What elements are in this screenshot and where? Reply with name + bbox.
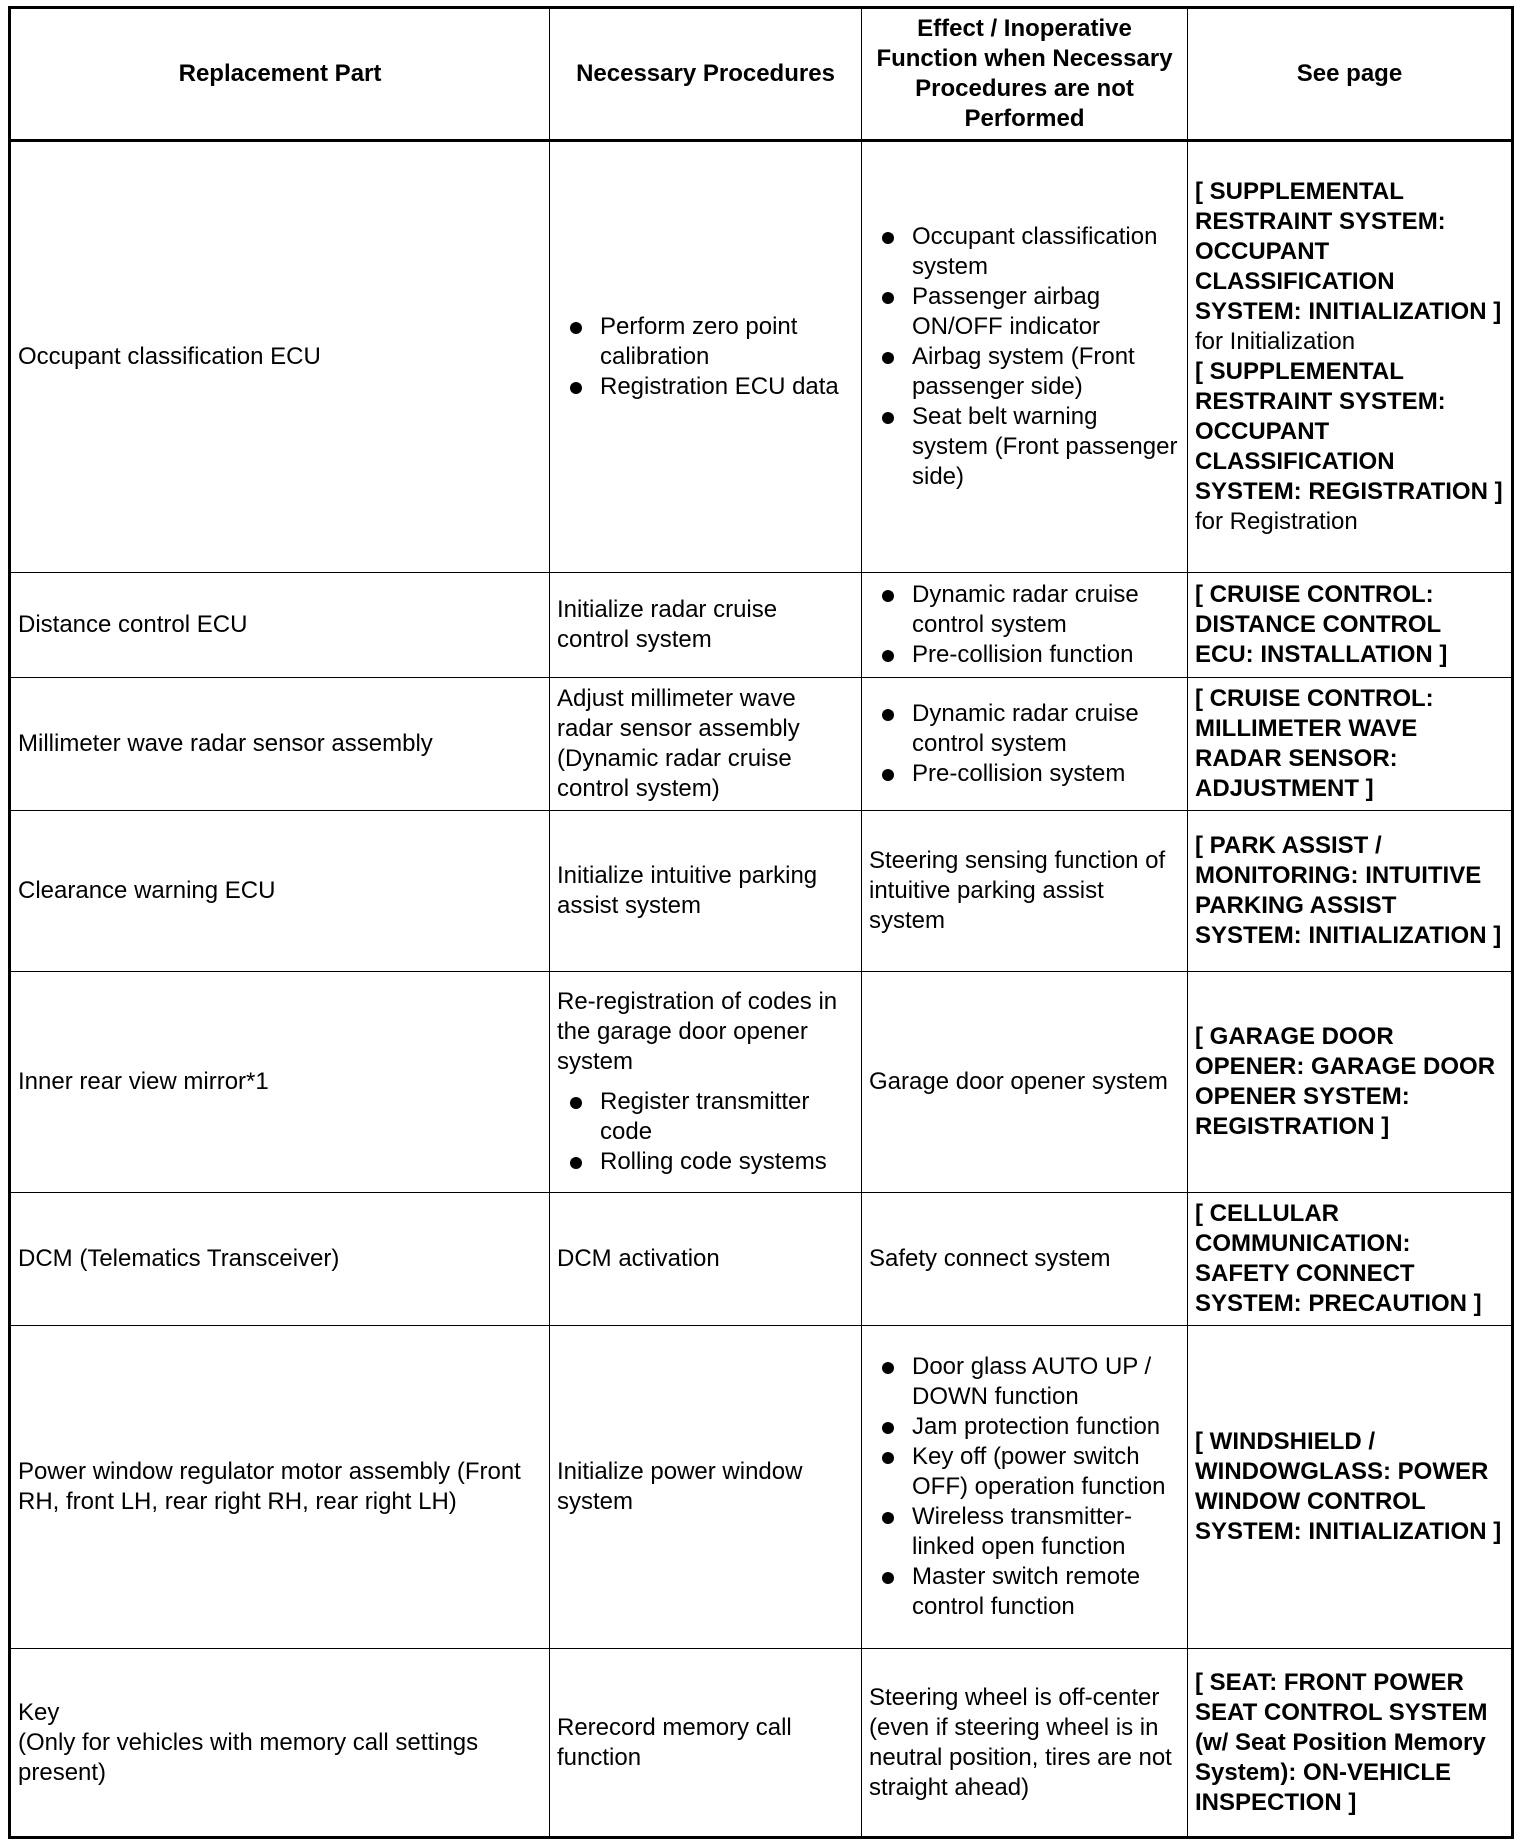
- table-row: [10, 1649, 1513, 1838]
- replacement-part-note: (Only for vehicles with memory call settings present): [18, 1728, 479, 1786]
- list-item: Door glass AUTO UP / DOWN function: [912, 1352, 1180, 1412]
- list-item: Dynamic radar cruise control system: [912, 699, 1180, 759]
- effect-cell: [862, 678, 1188, 811]
- list-item: Pre-collision system: [912, 759, 1180, 789]
- effect-cell: Safety connect system: [862, 1193, 1188, 1326]
- list-item: Perform zero point calibration: [600, 312, 854, 372]
- procedures-list: [557, 1087, 854, 1177]
- see-page-suffix: for Initialization: [1195, 328, 1356, 355]
- procedures-cell: Adjust millimeter wave radar sensor assembly (Dynamic radar cruise control system): [550, 678, 862, 811]
- spacer: [557, 1077, 854, 1087]
- table-row: [10, 678, 1513, 811]
- effect-cell: [862, 573, 1188, 678]
- replacement-part-cell: Millimeter wave radar sensor assembly: [10, 678, 550, 811]
- see-page-suffix: for Registration: [1195, 508, 1358, 535]
- list-item: Master switch remote control function: [912, 1562, 1180, 1622]
- list-item: Seat belt warning system (Front passenger side): [912, 402, 1180, 492]
- replacement-part-cell: Occupant classification ECU: [10, 141, 550, 573]
- see-page-cell: [1188, 1649, 1513, 1838]
- see-page-link[interactable]: [ SUPPLEMENTAL RESTRAINT SYSTEM: OCCUPANT CLASSIFICATION SYSTEM: REGISTRATION ]: [1195, 358, 1503, 505]
- see-page-cell: [1188, 141, 1513, 573]
- list-item: Dynamic radar cruise control system: [912, 580, 1180, 640]
- replacement-part-cell: Inner rear view mirror*1: [10, 972, 550, 1193]
- effects-list: [869, 222, 1180, 492]
- see-page-cell: [1188, 972, 1513, 1193]
- procedures-cell: [550, 972, 862, 1193]
- procedures-cell: Initialize power window system: [550, 1326, 862, 1649]
- procedures-cell: [550, 141, 862, 573]
- list-item: Wireless transmitter-linked open function: [912, 1502, 1180, 1562]
- replacement-part-cell: Distance control ECU: [10, 573, 550, 678]
- replacement-part-name: Key: [18, 1698, 60, 1726]
- see-page-link[interactable]: [ SUPPLEMENTAL RESTRAINT SYSTEM: OCCUPANT CLASSIFICATION SYSTEM: INITIALIZATION ]: [1195, 178, 1502, 325]
- procedures-cell: DCM activation: [550, 1193, 862, 1326]
- effects-list: [869, 1352, 1180, 1622]
- see-page-cell: [1188, 573, 1513, 678]
- procedures-cell: Initialize radar cruise control system: [550, 573, 862, 678]
- see-page-link[interactable]: [ CRUISE CONTROL: DISTANCE CONTROL ECU: INSTALLATION ]: [1195, 581, 1448, 668]
- effect-cell: [862, 141, 1188, 573]
- effect-cell: Steering sensing function of intuitive parking assist system: [862, 811, 1188, 972]
- list-item: Registration ECU data: [600, 372, 854, 402]
- replacement-procedures-table: [8, 6, 1514, 1839]
- see-page-reference-registration[interactable]: [1195, 357, 1504, 537]
- see-page-link[interactable]: [ PARK ASSIST / MONITORING: INTUITIVE PARKING ASSIST SYSTEM: INITIALIZATION ]: [1195, 832, 1502, 949]
- procedure-text: Re-registration of codes in the garage door opener system: [557, 988, 838, 1075]
- see-page-cell: [1188, 678, 1513, 811]
- effects-list: [869, 580, 1180, 670]
- see-page-reference-initialization[interactable]: [1195, 177, 1504, 357]
- list-item: Register transmitter code: [600, 1087, 854, 1147]
- list-item: Jam protection function: [912, 1412, 1180, 1442]
- effect-cell: Garage door opener system: [862, 972, 1188, 1193]
- table-row: [10, 972, 1513, 1193]
- list-item: Rolling code systems: [600, 1147, 854, 1177]
- effects-list: [869, 699, 1180, 789]
- procedures-cell: Rerecord memory call function: [550, 1649, 862, 1838]
- list-item: Airbag system (Front passenger side): [912, 342, 1180, 402]
- header-see-page: See page: [1188, 8, 1513, 141]
- effect-cell: [862, 1326, 1188, 1649]
- replacement-part-cell: [10, 1649, 550, 1838]
- list-item: Occupant classification system: [912, 222, 1180, 282]
- see-page-link[interactable]: [ SEAT: FRONT POWER SEAT CONTROL SYSTEM (w/ Seat Position Memory System): ON-VEHICLE INSPECTION ]: [1195, 1668, 1488, 1816]
- effect-cell: Steering wheel is off-center (even if steering wheel is in neutral position, tires are not straight ahead): [862, 1649, 1188, 1838]
- see-page-link[interactable]: [ CRUISE CONTROL: MILLIMETER WAVE RADAR SENSOR: ADJUSTMENT ]: [1195, 685, 1434, 802]
- list-item: Passenger airbag ON/OFF indicator: [912, 282, 1180, 342]
- list-item: Key off (power switch OFF) operation function: [912, 1442, 1180, 1502]
- see-page-cell: [1188, 1193, 1513, 1326]
- header-necessary-procedures: Necessary Procedures: [550, 8, 862, 141]
- header-row: [10, 8, 1513, 141]
- see-page-link[interactable]: [ GARAGE DOOR OPENER: GARAGE DOOR OPENER SYSTEM: REGISTRATION ]: [1195, 1023, 1496, 1140]
- replacement-part-cell: Power window regulator motor assembly (Front RH, front LH, rear right RH, rear right LH): [10, 1326, 550, 1649]
- see-page-cell: [1188, 1326, 1513, 1649]
- procedures-list: [557, 312, 854, 402]
- procedures-cell: Initialize intuitive parking assist system: [550, 811, 862, 972]
- see-page-cell: [1188, 811, 1513, 972]
- table-row: [10, 141, 1513, 573]
- table-row: [10, 573, 1513, 678]
- see-page-link[interactable]: [ CELLULAR COMMUNICATION: SAFETY CONNECT SYSTEM: PRECAUTION ]: [1195, 1200, 1482, 1317]
- header-effect: Effect / Inoperative Function when Necessary Procedures are not Performed: [862, 8, 1188, 141]
- replacement-part-cell: Clearance warning ECU: [10, 811, 550, 972]
- replacement-part-cell: DCM (Telematics Transceiver): [10, 1193, 550, 1326]
- table-row: [10, 1326, 1513, 1649]
- see-page-link[interactable]: [ WINDSHIELD / WINDOWGLASS: POWER WINDOW CONTROL SYSTEM: INITIALIZATION ]: [1195, 1428, 1502, 1545]
- table-row: [10, 811, 1513, 972]
- header-replacement-part: Replacement Part: [10, 8, 550, 141]
- table-row: [10, 1193, 1513, 1326]
- list-item: Pre-collision function: [912, 640, 1180, 670]
